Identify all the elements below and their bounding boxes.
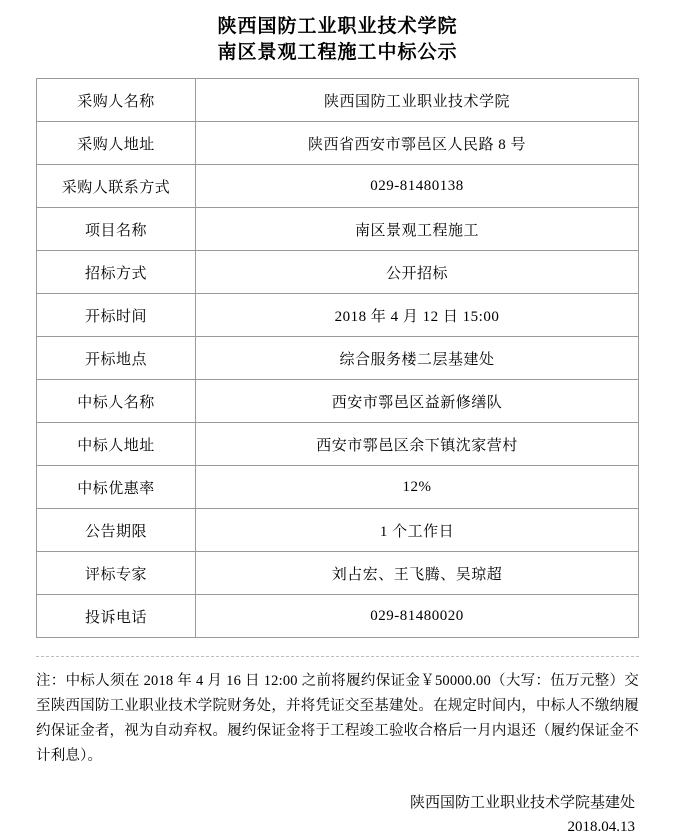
table-row — [37, 509, 639, 552]
row-value: 029-81480138 — [196, 165, 639, 208]
table-row — [37, 595, 639, 638]
row-label: 开标时间 — [37, 294, 196, 337]
row-value: 1 个工作日 — [196, 509, 639, 552]
table-body — [37, 79, 639, 638]
section-divider — [36, 656, 639, 657]
row-label: 项目名称 — [37, 208, 196, 251]
table-row — [37, 380, 639, 423]
row-label: 评标专家 — [37, 552, 196, 595]
table-row — [37, 208, 639, 251]
row-value: 公开招标 — [196, 251, 639, 294]
row-label: 投诉电话 — [37, 595, 196, 638]
table-row — [37, 337, 639, 380]
row-value: 陕西省西安市鄠邑区人民路 8 号 — [196, 122, 639, 165]
row-label: 采购人联系方式 — [37, 165, 196, 208]
row-value: 2018 年 4 月 12 日 15:00 — [196, 294, 639, 337]
table-row — [37, 165, 639, 208]
row-value: 刘占宏、王飞腾、吴琼超 — [196, 552, 639, 595]
table-row — [37, 423, 639, 466]
row-label: 采购人地址 — [37, 122, 196, 165]
row-label: 中标优惠率 — [37, 466, 196, 509]
row-label: 中标人地址 — [37, 423, 196, 466]
row-value: 南区景观工程施工 — [196, 208, 639, 251]
table-row — [37, 466, 639, 509]
row-label: 招标方式 — [37, 251, 196, 294]
row-label: 采购人名称 — [37, 79, 196, 122]
table-row — [37, 294, 639, 337]
row-value: 西安市鄠邑区余下镇沈家营村 — [196, 423, 639, 466]
title-line-2: 南区景观工程施工中标公示 — [217, 42, 458, 63]
table-row — [37, 552, 639, 595]
row-value: 综合服务楼二层基建处 — [196, 337, 639, 380]
row-value: 029-81480020 — [196, 595, 639, 638]
row-value: 西安市鄠邑区益新修缮队 — [196, 380, 639, 423]
row-label: 公告期限 — [37, 509, 196, 552]
title-line-1: 陕西国防工业职业技术学院 — [217, 16, 458, 37]
row-value: 陕西国防工业职业技术学院 — [196, 79, 639, 122]
row-value: 12% — [196, 466, 639, 509]
row-label: 中标人名称 — [37, 380, 196, 423]
signature-date: 2018.04.13 — [567, 819, 635, 835]
table-row — [37, 251, 639, 294]
row-label: 开标地点 — [37, 337, 196, 380]
signature-organization: 陕西国防工业职业技术学院基建处 — [409, 795, 635, 811]
table-row — [37, 79, 639, 122]
signature-block — [36, 791, 639, 839]
note-text: 注：中标人须在 2018 年 4 月 16 日 12:00 之前将履约保证金￥50000.00（大写：伍万元整）交至陕西国防工业职业技术学院财务处，并将凭证交至基建处。在规定时间内，中标人不缴纳履约保证金者，视为自动弃权。履约保证金将于工程竣工验收合格后一月内退还（履约保证金不计利息）。 — [36, 673, 639, 764]
table-row — [37, 122, 639, 165]
document-title — [36, 0, 639, 78]
bid-info-table — [36, 78, 639, 638]
